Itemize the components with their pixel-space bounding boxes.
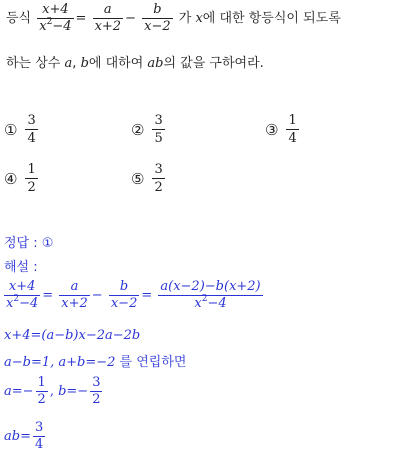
lhs-den-exp: 2 [46,17,53,27]
s1-frac-d-den-var: x [194,296,202,311]
option-3-denominator: 4 [288,131,297,146]
comma: , [72,56,77,71]
term2-numerator: b [142,2,173,19]
equals-sign: = [75,11,87,26]
s3-equations: a−b=1, a+b=−2 [4,355,116,370]
option-4-numerator: 1 [27,162,36,177]
option-4-denominator: 2 [27,180,36,195]
s5-prefix: ab= [4,429,31,444]
s1-frac-d [158,279,262,312]
s1-frac-d-den-exp: 2 [201,294,208,304]
explanation-step-4 [4,375,104,408]
var-a: a [64,56,73,71]
option-3-mark: ③ [265,120,279,139]
s1-frac-c [109,279,140,312]
term1-fraction [93,2,124,35]
option-2-mark: ② [131,120,145,139]
lhs-den-var: x [39,19,47,34]
question-line-2 [6,52,264,71]
lhs-den-rest: −4 [52,19,72,34]
option-1-denominator: 4 [27,131,36,146]
minus-sign: − [125,11,136,26]
s5-den: 4 [34,437,44,452]
s5-fraction [33,420,45,453]
option-1[interactable] [4,112,40,147]
question-suffix-a: 가 [178,11,192,26]
term1-denominator: x+2 [94,19,122,34]
s3-text: 를 연립하면 [115,355,187,370]
s4-a-fraction [36,375,48,408]
term2-fraction [142,2,173,35]
var-b: b [80,56,89,71]
option-2-denominator: 5 [154,131,163,146]
s1-eq1: = [42,288,54,303]
s1-frac-d-den-rest: −4 [207,296,227,311]
s1-frac-a-num: x+4 [4,279,40,296]
answer-label: 정답 : ① [4,236,54,251]
option-3-numerator: 1 [288,113,297,128]
var-x: x [195,11,203,26]
s4-a-prefix: a=− [4,384,34,399]
explanation-step-2: x+4=(a−b)x−2a−2b [4,328,141,343]
option-3[interactable] [265,112,301,147]
option-5-fraction [152,161,164,196]
s1-frac-c-den: x−2 [110,296,138,311]
s4-a-den: 2 [37,392,46,407]
s1-frac-c-num: b [109,279,140,296]
option-2-numerator: 3 [154,113,163,128]
s1-frac-b [59,279,90,312]
option-1-fraction [25,112,37,147]
s4-b-prefix: b=− [58,384,89,399]
s1-frac-a-den-var: x [6,296,14,311]
s4-b-fraction [90,375,102,408]
s1-eq2: = [141,288,153,303]
s4-a-num: 1 [37,375,46,390]
s1-frac-a-den [4,296,40,312]
s1-frac-d-num: a(x−2)−b(x+2) [160,279,261,294]
s1-frac-a [4,279,40,312]
lhs-denominator [37,19,73,35]
option-2-fraction [152,112,164,147]
option-1-numerator: 3 [27,113,36,128]
question-suffix-b: 에 대한 항등식이 되도록 [202,11,341,26]
s4-b-num: 3 [92,375,101,390]
explanation-label: 해설 : [4,260,38,275]
s4-b-den: 2 [92,392,101,407]
s1-frac-d-den [158,296,262,312]
option-5-numerator: 3 [154,162,163,177]
term1-numerator: a [93,2,124,19]
question-line2-a: 하는 상수 [6,56,61,71]
question-line-1 [6,2,341,35]
s5-num: 3 [34,420,44,435]
var-ab: ab [147,56,164,71]
option-5-mark: ⑤ [131,169,145,188]
lhs-fraction [37,2,73,35]
option-4-fraction [25,161,37,196]
explanation-step-1 [2,279,265,312]
explanation-step-3 [4,351,186,370]
question-prefix: 등식 [6,11,32,26]
s1-frac-b-den: x+2 [61,296,88,311]
lhs-numerator: x+4 [37,2,73,19]
s1-minus: − [91,288,103,303]
s4-sep: , [49,384,59,399]
s1-frac-b-num: a [59,279,90,296]
s1-frac-a-den-exp: 2 [13,294,20,304]
option-2[interactable] [131,112,167,147]
question-line2-b: 에 대하여 [88,56,144,71]
option-5[interactable] [131,161,167,196]
term2-denominator: x−2 [144,19,171,34]
s1-frac-a-den-rest: −4 [19,296,39,311]
option-4[interactable] [4,161,40,196]
explanation-step-5 [4,420,47,453]
option-3-fraction [286,112,298,147]
option-4-mark: ④ [4,169,18,188]
option-5-denominator: 2 [154,180,163,195]
option-1-mark: ① [4,120,18,139]
question-line2-c: 의 값을 구하여라. [163,56,264,71]
